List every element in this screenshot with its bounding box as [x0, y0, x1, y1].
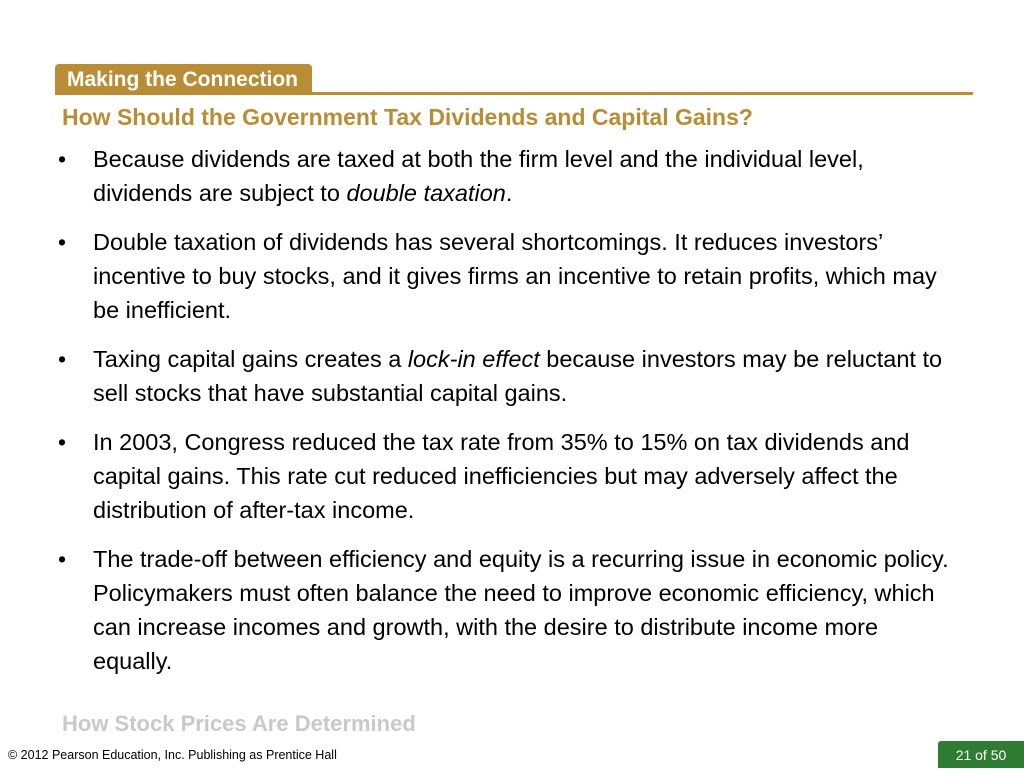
page-indicator[interactable]: 21 of 50 [938, 741, 1024, 768]
bullet-text: Double taxation of dividends has several shortcomings. It reduces investors’ incentive to buy stocks, and it gives firms an incentive to retain profits, which may be inefficient. [93, 229, 937, 323]
bullet-emphasis: double taxation [346, 180, 506, 206]
bullet-item [58, 342, 963, 410]
bullet-dot: • [58, 146, 67, 172]
chapter-section-title: How Stock Prices Are Determined [62, 711, 416, 736]
bullet-text: Because dividends are taxed at both the firm level and the individual level, dividends are subject to [93, 146, 864, 206]
bullet-item [58, 225, 963, 327]
slide-title: How Should the Government Tax Dividends and Capital Gains? [62, 104, 753, 130]
header-rule [55, 92, 973, 95]
bullet-dot: • [58, 346, 67, 372]
bullet-text: In 2003, Congress reduced the tax rate from 35% to 15% on tax dividends and capital gains. This rate cut reduced inefficiencies but may adversely affect the distribution of after-tax income. [93, 429, 910, 523]
bullet-text-end: . [505, 180, 513, 206]
bullet-item [58, 542, 963, 678]
bullet-dot: • [58, 229, 67, 255]
bullet-list [58, 142, 963, 693]
bullet-text: Taxing capital gains creates a [93, 346, 408, 372]
bullet-item [58, 142, 963, 210]
copyright-notice: © 2012 Pearson Education, Inc. Publishing as Prentice Hall [8, 748, 337, 762]
bullet-emphasis: lock-in effect [407, 346, 540, 372]
bullet-dot: • [58, 546, 67, 572]
section-tab: Making the Connection [55, 64, 312, 94]
bullet-text-end: because investors may be reluctant to sell stocks that have substantial capital gains. [93, 346, 943, 406]
bullet-text: The trade-off between efficiency and equity is a recurring issue in economic policy. Policymakers must often balance the need to improve economic efficiency, which can increase incomes and growth, with the desire to distribute income more equally. [93, 546, 949, 674]
bullet-dot: • [58, 429, 67, 455]
bullet-item [58, 425, 963, 527]
